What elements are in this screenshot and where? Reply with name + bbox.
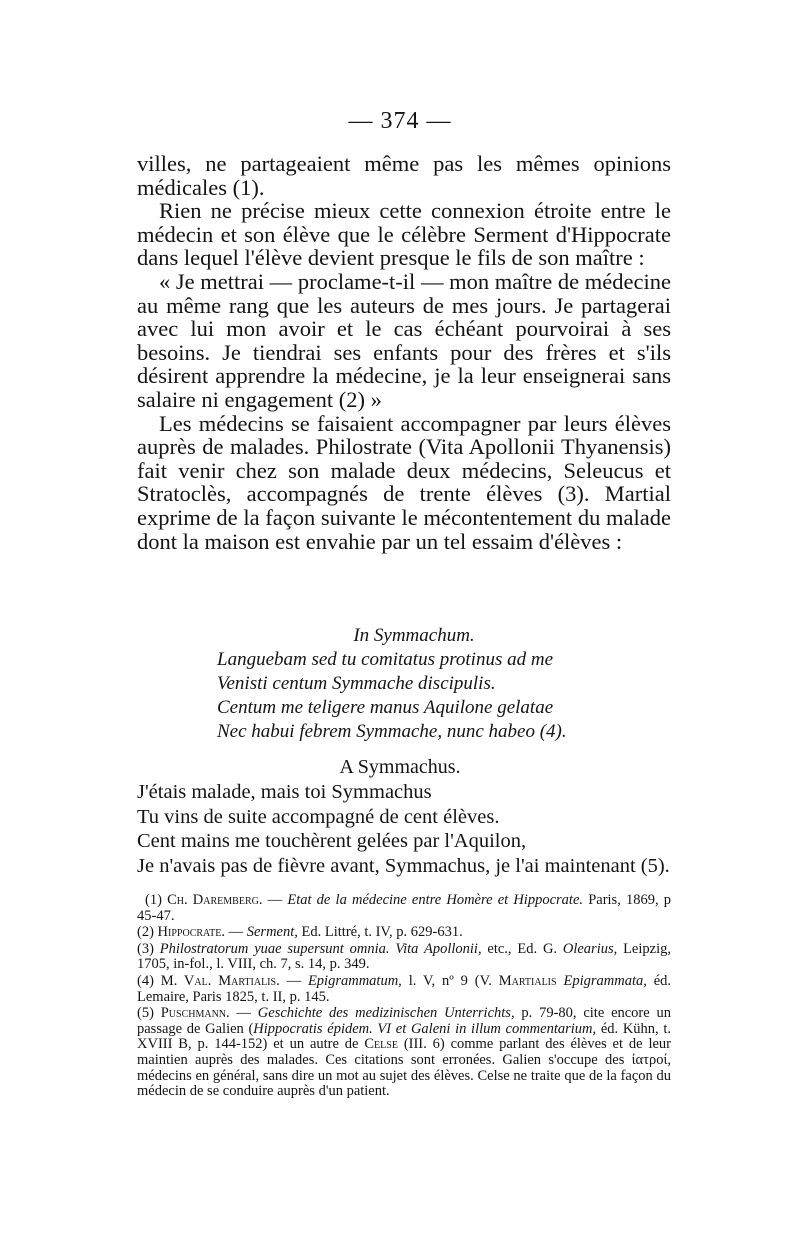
paragraph-1: villes, ne partageaient même pas les mêmes opinions médicales (1). (137, 151, 671, 200)
footnote-3: (3) Philostratorum yuae supersunt omnia. Vita Apollonii, etc., Ed. G. Olearius, Leipzig, 1705, in-fol., l. VIII, ch. 7, s. 14, p. 349. (137, 940, 671, 973)
translation-poem (137, 780, 677, 878)
translation-verse: Je n'avais pas de fièvre avant, Symmachus, je l'ai maintenant (5). (137, 854, 670, 877)
translation-verse: Tu vins de suite accompagné de cent élèves. (137, 805, 500, 828)
paragraph-4: Les médecins se faisaient accompagner par leurs élèves auprès de malades. Philostrate (Vita Apollonii Thyanensis) fait venir chez son malade deux médecins, Seleucus et Stratoclès, accompagnés de trente élèves (3). Martial exprime de la façon suivante le mécontentement du malade dont la maison est envahie par un tel essaim d'élèves : (137, 410, 671, 554)
latin-poem (137, 624, 671, 744)
latin-poem-title: In Symmachum. (353, 625, 475, 646)
footnote-5: (5) Puschmann. — Geschichte des medizinischen Unterrichts, p. 79-80, cite encore un passage de Galien (Hippocratis épidem. VI et Galeni in illum commentarium, éd. Kühn, t. XVIII B, p. 144-152) et un autre de Celse (III. 6) comme parlant des élèves et de leur maintien auprès des malades. Ces citations sont erronées. Galien s'occupe des ἰατροί, médecins en général, sans dire un mot au sujet des élèves. Celse ne traite que de la façon du médecin de se conduire auprès d'un patient. (137, 1005, 672, 1100)
paragraph-2: Rien ne précise mieux cette connexion étroite entre le médecin et son élève que le célèbre Serment d'Hippocrate dans lequel l'élève devient presque le fils de son maître : (137, 198, 671, 271)
translation-title: A Symmachus. (339, 756, 461, 778)
footnotes (137, 893, 671, 1100)
translation-verse: Cent mains me touchèrent gelées par l'Aquilon, (137, 830, 527, 852)
page-number: — 374 — (348, 108, 452, 134)
latin-verse: Centum me teligere manus Aquilone gelatae (217, 697, 554, 718)
footnote-4: (4) M. Val. Martialis. — Epigrammatum, l. V, nº 9 (V. Martialis Epigrammata, éd. Lemaire, Paris 1825, t. II, p. 145. (137, 972, 672, 1005)
footnote-1: (1) Ch. Daremberg. — Etat de la médecine entre Homère et Hippocrate. Paris, 1869, p 45-47. (137, 892, 672, 924)
latin-verse: Venisti centum Symmache discipulis. (217, 673, 496, 694)
latin-verse: Nec habui febrem Symmache, nunc habeo (4). (217, 721, 567, 742)
latin-verse: Languebam sed tu comitatus protinus ad me (217, 649, 554, 670)
paragraph-3-oath-quote: « Je mettrai — proclame-t-il — mon maître de médecine au même rang que les auteurs de mes jours. Je partagerai avec lui mon avoir et le cas échéant pourvoirai à ses besoins. Je tiendrai ses enfants pour des frères et s'ils désirent apprendre la médecine, je la leur enseignerai sans salaire ni engagement (2) » (137, 268, 671, 412)
translation-verse: J'étais malade, mais toi Symmachus (137, 781, 432, 803)
main-text (137, 152, 671, 553)
footnote-2: (2) Hippocrate. — Serment, Ed. Littré, t. IV, p. 629-631. (137, 924, 463, 941)
